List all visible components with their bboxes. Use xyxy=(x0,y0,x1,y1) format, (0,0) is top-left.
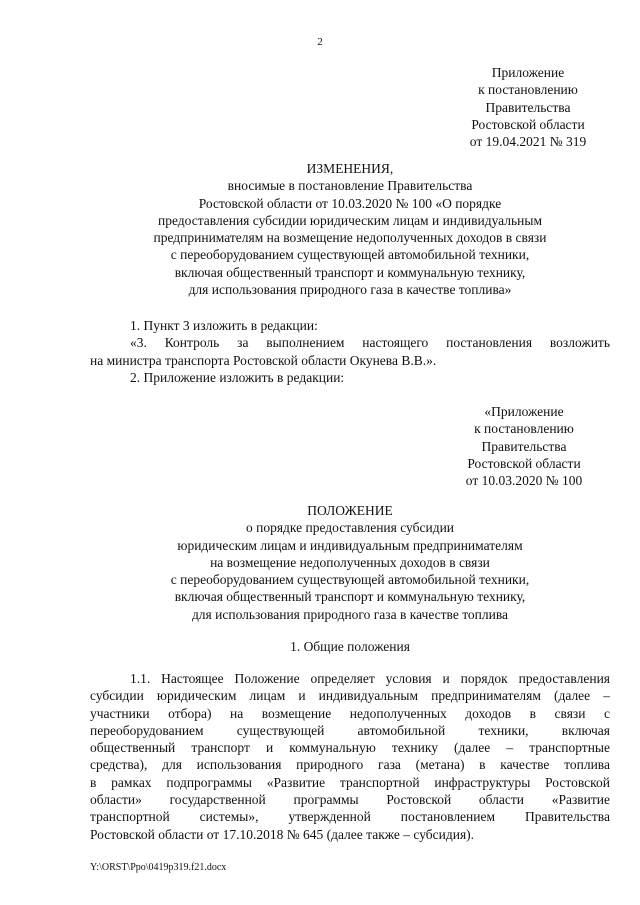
changes-heading xyxy=(90,160,610,298)
paragraph-line: Ростовской области от 17.10.2018 № 645 (далее также – субсидия). xyxy=(90,826,475,842)
inner-annex-header-line: Правительства xyxy=(481,438,567,454)
inner-annex-header-line: «Приложение xyxy=(484,404,564,419)
annex-header-line: от 19.04.2021 № 319 xyxy=(469,134,587,150)
paragraph-line: транспортной системы», утвержденной постановлением Правительства xyxy=(90,809,610,825)
changes-subtitle-line: включая общественный транспорт и коммунальную технику, xyxy=(174,264,526,280)
section-heading-text: 1. Общие положения xyxy=(290,639,410,654)
regulation-subtitle-line: на возмещение недополученных доходов в связи xyxy=(210,554,490,570)
inner-annex-header-line: от 10.03.2020 № 100 xyxy=(465,473,583,489)
paragraph-line: средства), для использования природного газа (метана) в качестве топлива xyxy=(90,757,610,773)
amendment-items xyxy=(90,317,610,386)
regulation-subtitle-line: для использования природного газа в качестве топлива xyxy=(191,606,509,622)
changes-title: ИЗМЕНЕНИЯ, xyxy=(306,161,394,176)
paragraph-line: участники отбора) на возмещение недополученных доходов в связи с xyxy=(90,705,610,721)
item-1: 1. Пункт 3 изложить в редакции: xyxy=(130,318,318,333)
regulation-subtitle-line: о порядке предоставления субсидии xyxy=(245,520,455,536)
changes-subtitle-line: вносимые в постановление Правительства xyxy=(227,178,473,194)
changes-subtitle-line: Ростовской области от 10.03.2020 № 100 «О порядке xyxy=(198,195,502,211)
changes-subtitle-line: с переоборудованием существующей автомобильной техники, xyxy=(170,247,530,263)
file-path-footer: Y:\ORST\Ppo\0419p319.f21.docx xyxy=(90,862,227,873)
section-heading xyxy=(90,638,610,655)
inner-annex-header-line: к постановлению xyxy=(474,421,574,437)
paragraph-line: общественный транспорт и коммунальную технику (далее – транспортные xyxy=(90,740,610,756)
changes-subtitle-line: предпринимателям на возмещение недополученных доходов в связи xyxy=(153,230,547,246)
annex-header-line: Ростовской области xyxy=(471,116,585,132)
inner-annex-header-line: Ростовской области xyxy=(467,455,581,471)
annex-header-line: к постановлению xyxy=(478,82,578,98)
page-number: 2 xyxy=(317,36,323,48)
paragraph-line: области» государственной программы Ростовской области «Развитие xyxy=(90,792,610,808)
changes-subtitle-line: предоставления субсидии юридическим лицам и индивидуальным xyxy=(158,212,542,228)
item-1-quote-line: на министра транспорта Ростовской области Окунева В.В.». xyxy=(90,352,437,368)
paragraph-1-1 xyxy=(90,670,610,843)
paragraph-line: в рамках подпрограммы «Развитие транспортной инфраструктуры Ростовской xyxy=(90,774,610,790)
item-2: 2. Приложение изложить в редакции: xyxy=(130,369,345,385)
paragraph-line: переоборудованием существующей автомобильной техники, включая xyxy=(90,722,610,738)
annex-header-line: Приложение xyxy=(491,65,565,80)
regulation-heading xyxy=(90,502,610,623)
paragraph-line: субсидии юридическим лицам и индивидуальным предпринимателям (далее – xyxy=(90,688,610,704)
regulation-subtitle-line: юридическим лицам и индивидуальным предпринимателям xyxy=(177,537,523,553)
regulation-title: ПОЛОЖЕНИЕ xyxy=(307,503,393,518)
annex-header xyxy=(428,64,628,150)
regulation-subtitle-line: включая общественный транспорт и коммунальную технику, xyxy=(174,589,526,605)
paragraph-line: 1.1. Настоящее Положение определяет условия и порядок предоставления xyxy=(130,671,610,686)
inner-annex-header xyxy=(424,403,624,489)
regulation-subtitle-line: с переоборудованием существующей автомобильной техники, xyxy=(170,572,530,588)
item-1-quote-line: «3. Контроль за выполнением настоящего постановления возложить xyxy=(130,335,610,351)
annex-header-line: Правительства xyxy=(485,99,571,115)
changes-subtitle-line: для использования природного газа в качестве топлива» xyxy=(188,282,512,298)
